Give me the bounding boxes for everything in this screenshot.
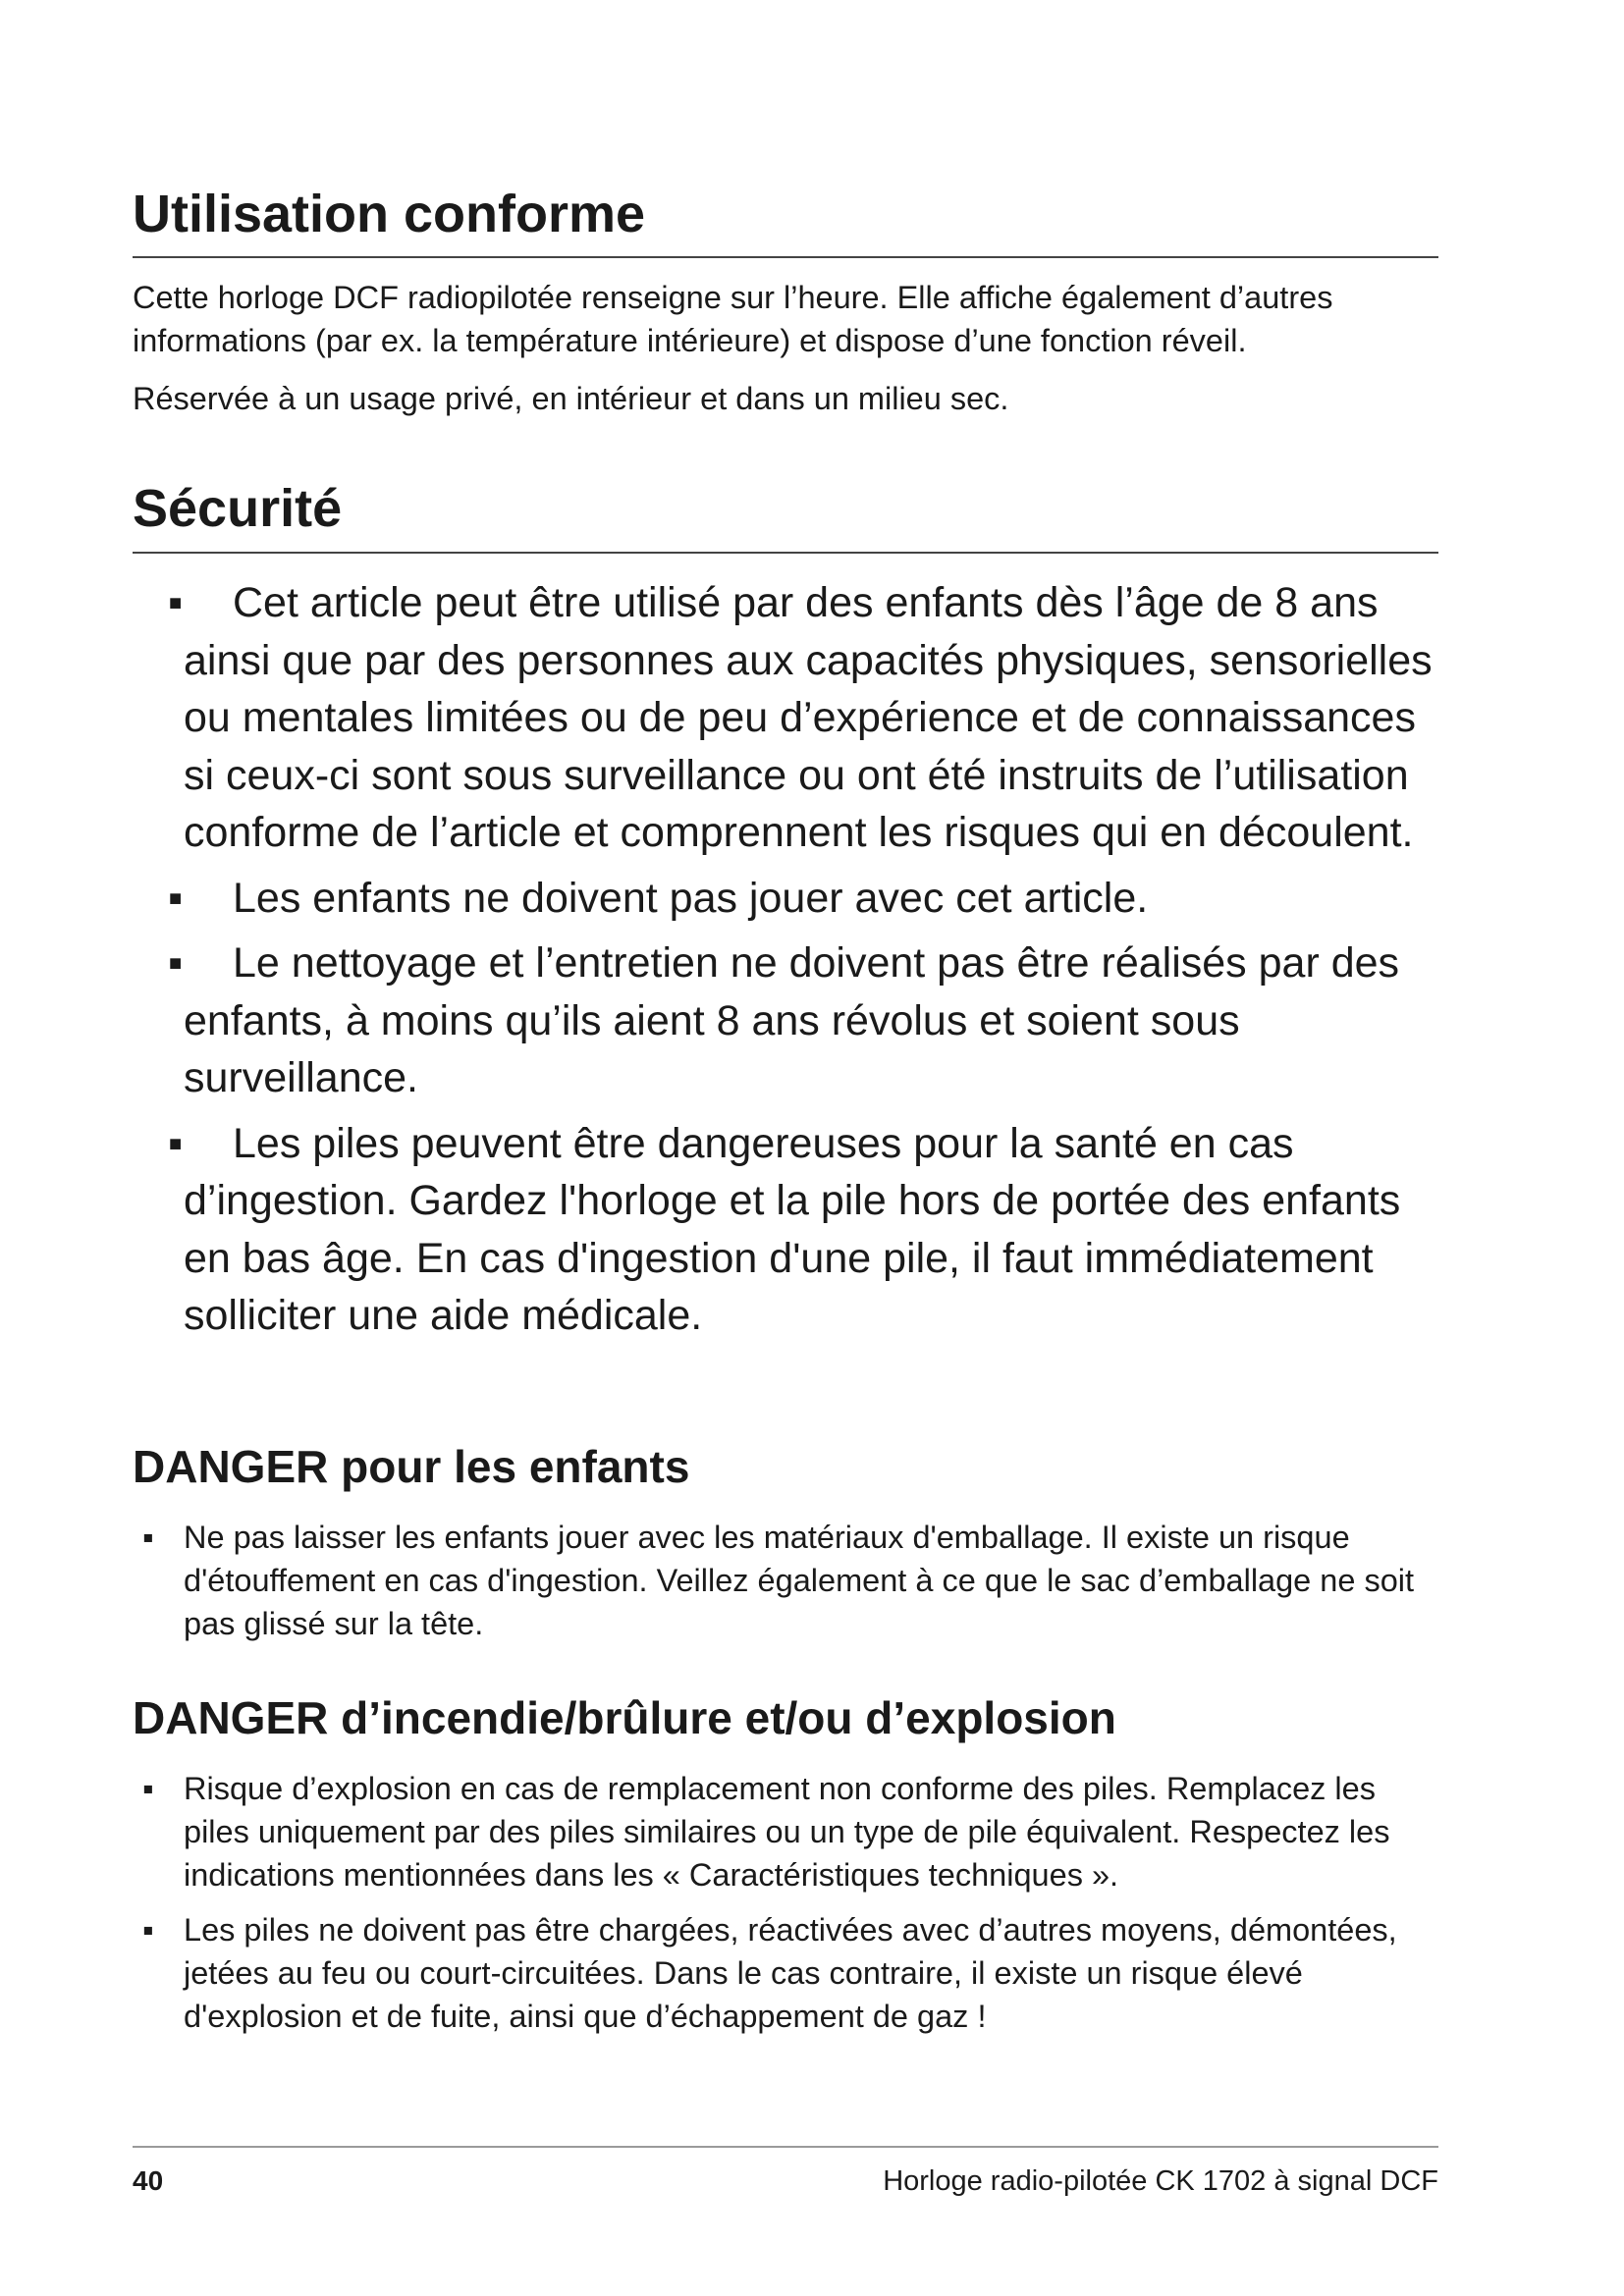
footer-divider bbox=[133, 2146, 1438, 2148]
document-page bbox=[133, 0, 1438, 2296]
usage-restriction-paragraph: Réservée à un usage privé, en intérieur et dans un milieu sec. bbox=[133, 381, 1009, 416]
danger-children-list bbox=[133, 1516, 1448, 1657]
list-item: ▪ Les piles ne doivent pas être chargées, réactivées avec d’autres moyens, démontées, jetées au feu ou court-circuitées. Dans le cas contraire, il existe un risque élevé d'explosion et de fuite, ainsi que d’échappement de gaz ! bbox=[133, 1908, 1448, 2038]
bullet-icon: ▪ bbox=[168, 1119, 184, 1167]
bullet-icon: ▪ bbox=[142, 1912, 154, 1948]
page-number: 40 bbox=[133, 2165, 164, 2196]
footer-document-title: Horloge radio-pilotée CK 1702 à signal DCF bbox=[883, 2165, 1438, 2197]
list-item: ▪ Risque d’explosion en cas de remplacement non conforme des piles. Remplacez les piles uniquement par des piles similaires ou un type de pile équivalent. Respectez les indications mentionnées dans les « Caractéristiques techniques ». bbox=[133, 1767, 1448, 1896]
safety-list bbox=[168, 574, 1440, 1353]
bullet-icon: ▪ bbox=[142, 1771, 154, 1806]
bullet-icon: ▪ bbox=[168, 579, 184, 626]
bullet-icon: ▪ bbox=[168, 939, 184, 987]
list-item: ▪ Cet article peut être utilisé par des enfants dès l’âge de 8 ans ainsi que par des personnes aux capacités physiques, sensorielles ou mentales limitées ou de peu d’expérience et de connaissances si ceux-ci sont sous surveillance ou ont été instruits de l’utilisation conforme de l’article et comprennent les risques qui en découlent. bbox=[184, 574, 1440, 862]
danger-fire-list bbox=[133, 1767, 1448, 2050]
usage-paragraph: Cette horloge DCF radiopilotée renseigne sur l’heure. Elle affiche également d’autres informations (par ex. la température intérieure) et dispose d’une fonction réveil. bbox=[133, 280, 1333, 358]
section-title-danger-children: DANGER pour les enfants bbox=[133, 1441, 690, 1492]
section-divider bbox=[133, 256, 1438, 258]
section-title-safety: Sécurité bbox=[133, 479, 343, 538]
list-item: ▪ Ne pas laisser les enfants jouer avec les matériaux d'emballage. Il existe un risque d'étouffement en cas d'ingestion. Veillez également à ce que le sac d’emballage ne soit pas glissé sur la tête. bbox=[133, 1516, 1448, 1645]
section-divider bbox=[133, 552, 1438, 554]
section-title-usage: Utilisation conforme bbox=[133, 185, 646, 243]
list-item: ▪ Les piles peuvent être dangereuses pour la santé en cas d’ingestion. Gardez l'horloge et la pile hors de portée des enfants en bas âge. En cas d'ingestion d'une pile, il faut immédiatement solliciter une aide médicale. bbox=[184, 1115, 1440, 1345]
list-item: ▪ Le nettoyage et l’entretien ne doivent pas être réalisés par des enfants, à moins qu’ils aient 8 ans révolus et soient sous surveillance. bbox=[184, 934, 1440, 1107]
list-item: ▪ Les enfants ne doivent pas jouer avec cet article. bbox=[184, 870, 1440, 928]
bullet-icon: ▪ bbox=[168, 874, 184, 922]
section-title-danger-fire: DANGER d’incendie/brûlure et/ou d’explosion bbox=[133, 1692, 1116, 1743]
bullet-icon: ▪ bbox=[142, 1520, 154, 1555]
